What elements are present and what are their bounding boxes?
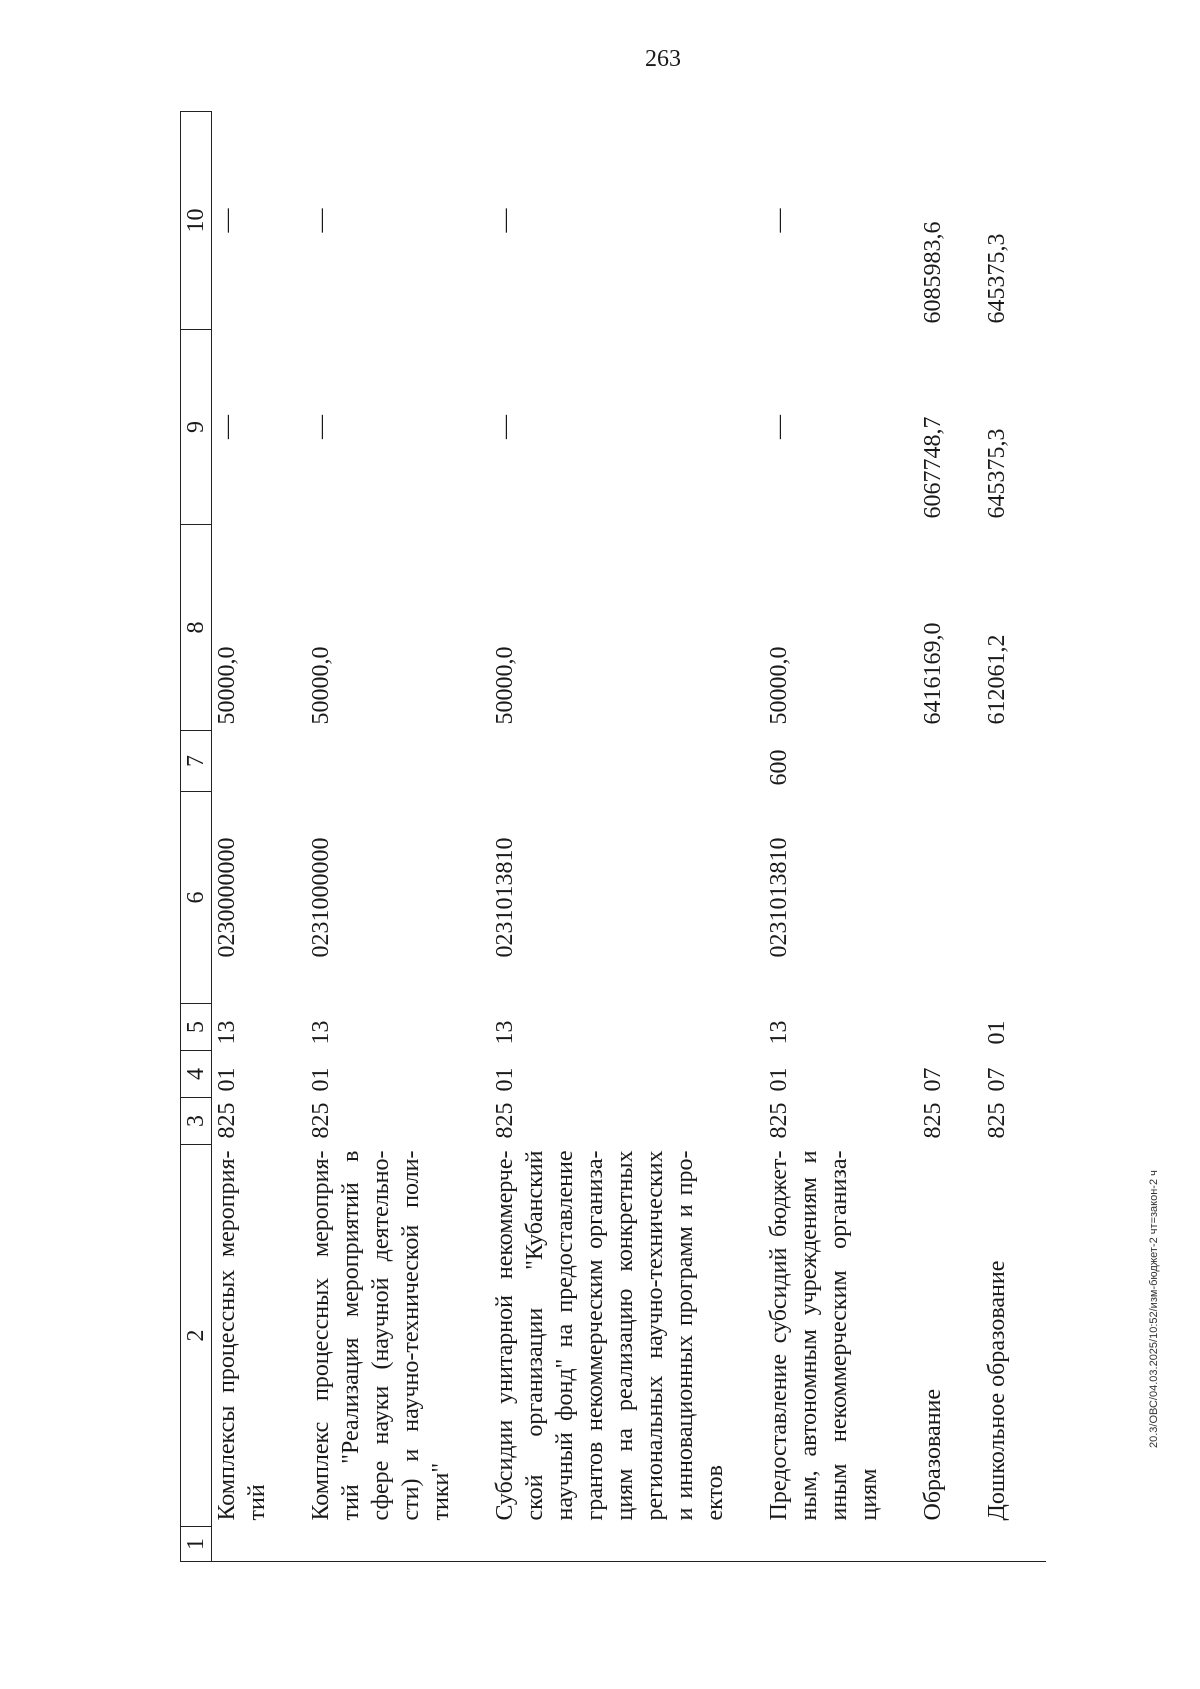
- amount-cell: 6085983,6: [920, 221, 946, 324]
- header-cell: 8: [181, 525, 212, 731]
- table-row: [982, 112, 1046, 1562]
- amount-cell: 612061,2: [984, 634, 1010, 725]
- ministry-code-cell: 825: [984, 1102, 1010, 1139]
- header-cell: 10: [181, 112, 212, 330]
- ministry-code-cell: 825: [766, 1102, 792, 1139]
- target-article-cell: 0230000000: [214, 837, 240, 958]
- header-cell: 3: [181, 1098, 212, 1145]
- subsection-code-cell: 13: [214, 1020, 240, 1045]
- amount-cell: 645375,3: [984, 233, 1010, 324]
- header-cell: 4: [181, 1051, 212, 1098]
- amount-cell: —: [766, 208, 792, 233]
- target-article-cell: 0231013810: [766, 837, 792, 958]
- header-cell: 1: [181, 1527, 212, 1562]
- amount-cell: 50000,0: [214, 646, 240, 725]
- row-number-cell: [918, 1527, 982, 1562]
- amount-cell: —: [492, 415, 518, 439]
- header-cell: 6: [181, 792, 212, 1004]
- expense-type-cell: [918, 731, 982, 792]
- table-header-row: [181, 112, 212, 1562]
- expense-type-cell: [982, 731, 1046, 792]
- expense-type-cell: [306, 731, 490, 792]
- ministry-code-cell: 825: [920, 1102, 946, 1139]
- page-number: 263: [645, 46, 681, 72]
- amount-cell: —: [214, 208, 240, 233]
- amount-cell: 6416169,0: [920, 622, 946, 725]
- header-cell: 9: [181, 330, 212, 525]
- expense-type-cell: [490, 731, 764, 792]
- table-row: [764, 112, 918, 1562]
- row-number-cell: [212, 1527, 307, 1562]
- description-cell: Дошкольное образование: [984, 1260, 1010, 1521]
- target-article-cell: [982, 792, 1046, 1004]
- description-cell: Комплексы процессных мероприя-тий: [214, 1150, 270, 1521]
- target-article-cell: 0231000000: [308, 837, 334, 958]
- section-code-cell: 07: [920, 1067, 946, 1092]
- section-code-cell: 07: [984, 1067, 1010, 1092]
- subsection-code-cell: [918, 1004, 982, 1051]
- subsection-code-cell: 13: [492, 1020, 518, 1045]
- amount-cell: 6067748,7: [920, 416, 946, 519]
- amount-cell: —: [308, 415, 334, 439]
- subsection-code-cell: 01: [984, 1020, 1010, 1045]
- subsection-code-cell: 13: [766, 1020, 792, 1045]
- description-cell: Субсидии унитарной некоммерче-ской организации "Кубанский научный фонд" на предоставление грантов некоммерческим организа-циям на реализацию конкретных региональных научно-технических и инновационных программ и про-ектов: [492, 1150, 728, 1521]
- table-row: [306, 112, 490, 1562]
- header-cell: 7: [181, 731, 212, 792]
- row-number-cell: [764, 1527, 918, 1562]
- amount-cell: —: [308, 208, 334, 233]
- expense-type-cell: [212, 731, 307, 792]
- ministry-code-cell: 825: [214, 1102, 240, 1139]
- description-cell: Образование: [920, 1388, 946, 1521]
- table-row: [212, 112, 307, 1562]
- section-code-cell: 01: [492, 1067, 518, 1092]
- footer-note: 20.3/ОВС/04.03.2025/10:52/изм-бюджет-2 чт=закон-2 ч: [1148, 1170, 1160, 1448]
- section-code-cell: 01: [308, 1067, 334, 1092]
- section-code-cell: 01: [214, 1067, 240, 1092]
- description-cell: Комплекс процессных мероприя-тий "Реализация мероприятий в сфере науки (научной деятельно-сти) и научно-технической поли-тики": [308, 1150, 454, 1521]
- amount-cell: 645375,3: [984, 428, 1010, 519]
- amount-cell: —: [492, 208, 518, 233]
- row-number-cell: [306, 1527, 490, 1562]
- header-cell: 2: [181, 1145, 212, 1527]
- amount-cell: 50000,0: [308, 646, 334, 725]
- table-row: [490, 112, 764, 1562]
- table-row: [918, 112, 982, 1562]
- rotated-table-container: [180, 112, 1075, 1562]
- description-cell: Предоставление субсидий бюджет-ным, автономным учреждениям и иным некоммерческим организа-циям: [766, 1150, 882, 1521]
- budget-table: [180, 111, 1046, 1562]
- target-article-cell: [918, 792, 982, 1004]
- amount-cell: —: [214, 415, 240, 439]
- header-cell: 5: [181, 1004, 212, 1051]
- ministry-code-cell: 825: [308, 1102, 334, 1139]
- ministry-code-cell: 825: [492, 1102, 518, 1139]
- target-article-cell: 0231013810: [492, 837, 518, 958]
- expense-type-cell: 600: [766, 749, 792, 786]
- amount-cell: 50000,0: [492, 646, 518, 725]
- row-number-cell: [490, 1527, 764, 1562]
- subsection-code-cell: 13: [308, 1020, 334, 1045]
- row-number-cell: [982, 1527, 1046, 1562]
- section-code-cell: 01: [766, 1067, 792, 1092]
- amount-cell: 50000,0: [766, 646, 792, 725]
- amount-cell: —: [766, 415, 792, 439]
